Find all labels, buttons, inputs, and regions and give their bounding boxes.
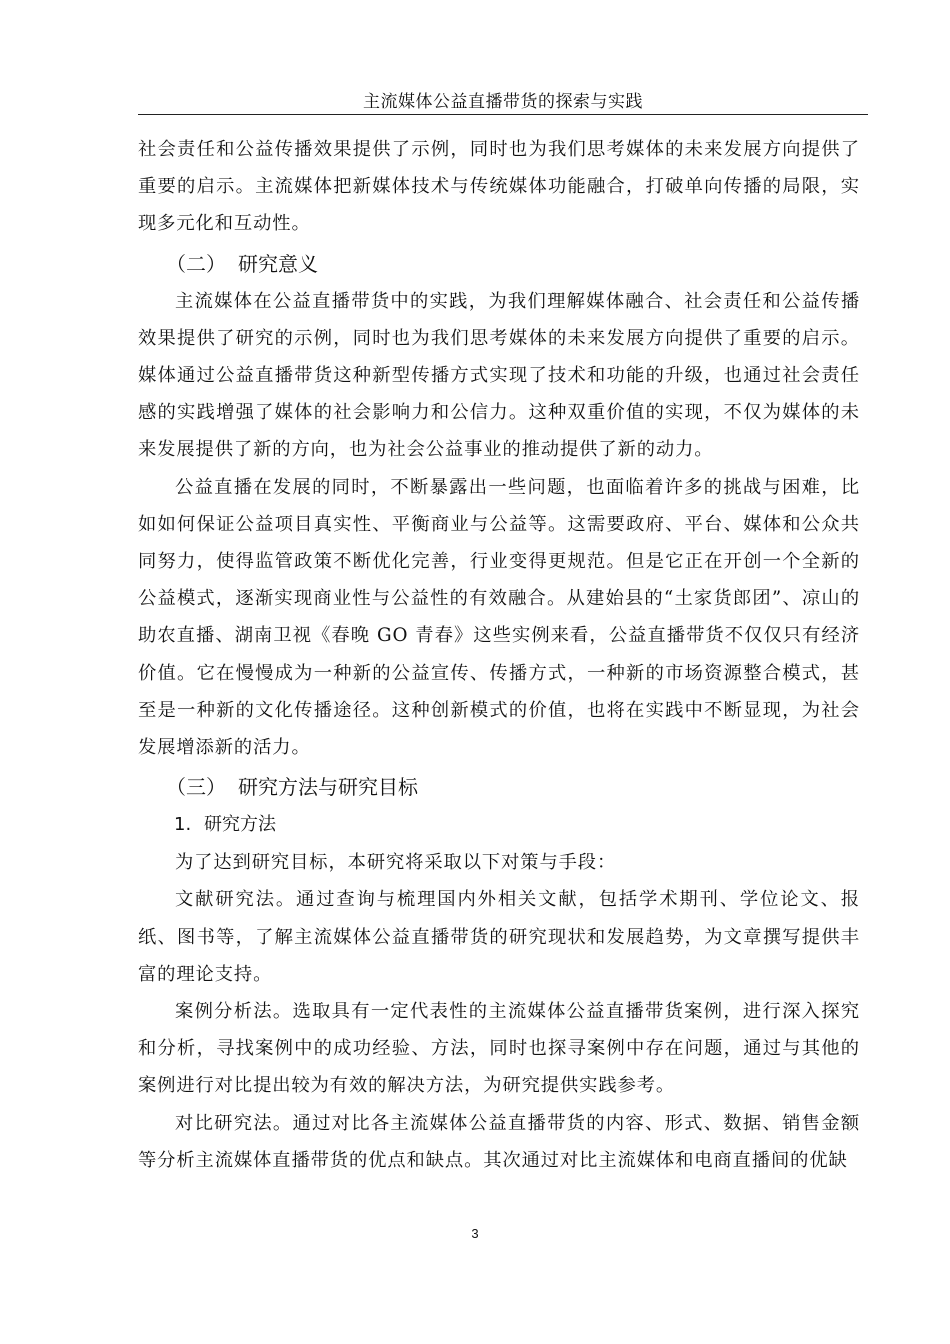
page-number: 3 (471, 1226, 479, 1241)
header-rule (138, 114, 868, 115)
section-heading-methods-goals (138, 768, 860, 806)
paragraph: 为了达到研究目标，本研究将采取以下对策与手段： (175, 852, 617, 874)
subsection-title: 研究方法 (204, 814, 276, 836)
subsection-heading-methods (138, 806, 860, 844)
section-heading-significance (138, 245, 860, 283)
section-number: （二） (166, 251, 226, 276)
paragraph: 主流媒体在公益直播带货中的实践，为我们理解媒体融合、社会责任和公益传播效果提供了研究的示例，同时也为我们思考媒体的未来发展方向提供了重要的启示。媒体通过公益直播带货这种新型传播方式实现了技术和功能的升级，也通过社会责任感的实践增强了媒体的社会影响力和公信力。这种双重价值的实现，不仅为媒体的未来发展提供了新的方向，也为社会公益事业的推动提供了新的动力。 (138, 290, 860, 461)
body-text (138, 131, 860, 1179)
paragraph: 公益直播在发展的同时，不断暴露出一些问题，也面临着许多的挑战与困难，比如如何保证公益项目真实性、平衡商业与公益等。这需要政府、平台、媒体和公众共同努力，使得监管政策不断优化完善，行业变得更规范。但是它正在开创一个全新的公益模式，逐渐实现商业性与公益性的有效融合。从建始县的“土家货郎团”、凉山的助农直播、湖南卫视《春晚 GO 青春》这些实例来看，公益直播带货不仅仅只有经济价值。它在慢慢成为一种新的公益宣传、传播方式，一种新的市场资源整合模式，甚至是一种新的文化传播途径。这种创新模式的价值，也将在实践中不断显现，为社会发展增添新的活力。 (138, 476, 860, 759)
paragraph-continued: 社会责任和公益传播效果提供了示例，同时也为我们思考媒体的未来发展方向提供了重要的启示。主流媒体把新媒体技术与传统媒体功能融合，打破单向传播的局限，实现多元化和互动性。 (138, 139, 860, 235)
paragraph-comparison-method: 对比研究法。通过对比各主流媒体公益直播带货的内容、形式、数据、销售金额等分析主流媒体直播带货的优点和缺点。其次通过对比主流媒体和电商直播间的优缺 (138, 1112, 860, 1171)
paragraph-case-method: 案例分析法。选取具有一定代表性的主流媒体公益直播带货案例，进行深入探究和分析，寻找案例中的成功经验、方法，同时也探寻案例中存在问题，通过与其他的案例进行对比提出较为有效的解决方法，为研究提供实践参考。 (138, 1001, 860, 1097)
section-title: 研究方法与研究目标 (238, 775, 418, 800)
running-header: 主流媒体公益直播带货的探索与实践 (363, 92, 643, 112)
subsection-number: 1. (174, 814, 192, 836)
section-number: （三） (166, 775, 226, 800)
section-title: 研究意义 (238, 251, 318, 276)
paragraph-literature-method: 文献研究法。通过查询与梳理国内外相关文献，包括学术期刊、学位论文、报纸、图书等，了解主流媒体公益直播带货的研究现状和发展趋势，为文章撰写提供丰富的理论支持。 (138, 889, 860, 985)
